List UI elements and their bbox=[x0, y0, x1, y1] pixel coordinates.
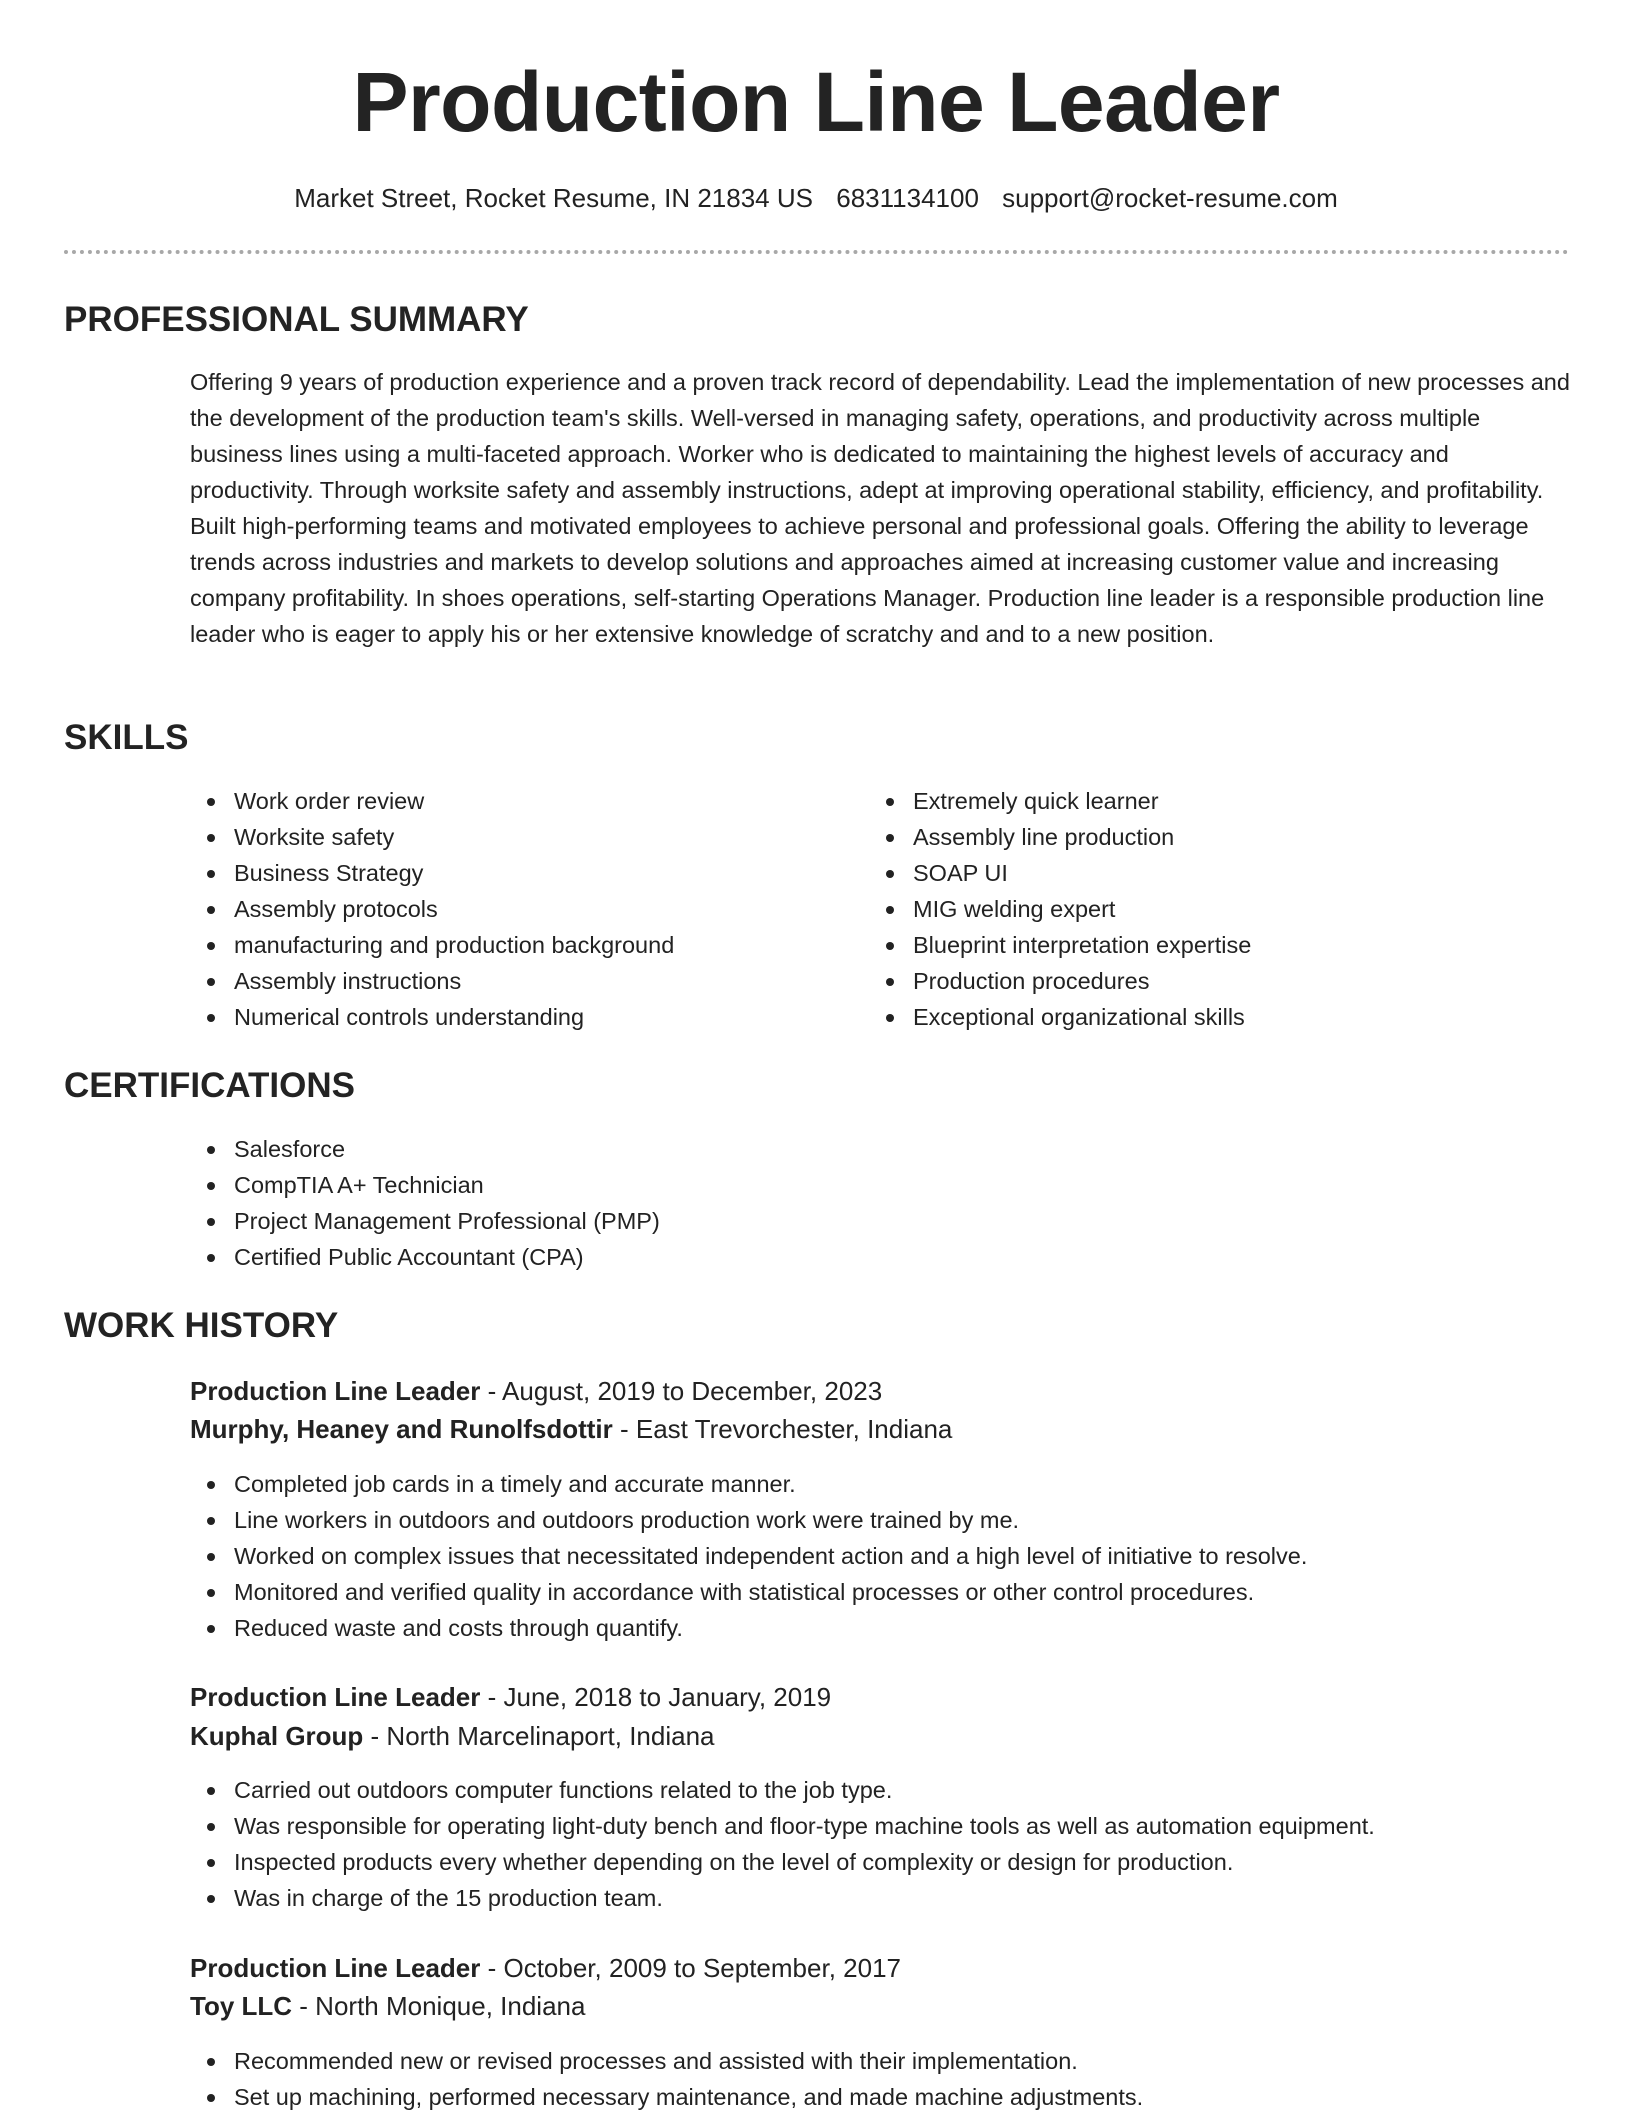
job-title-line bbox=[190, 1949, 901, 1987]
job-title-line bbox=[190, 1678, 831, 1716]
job-bullet: Carried out outdoors computer functions related to the job type. bbox=[190, 1772, 1375, 1808]
skill-item: Business Strategy bbox=[190, 855, 674, 891]
job-title: Production Line Leader bbox=[190, 1953, 481, 1983]
skill-item: Numerical controls understanding bbox=[190, 999, 674, 1035]
skill-item: Worksite safety bbox=[190, 819, 674, 855]
certification-item: Project Management Professional (PMP) bbox=[190, 1203, 660, 1239]
job-bullet: Worked on complex issues that necessitated independent action and a high level of initiative to resolve. bbox=[190, 1538, 1307, 1574]
job-bullet: Completed job cards in a timely and accurate manner. bbox=[190, 1466, 1307, 1502]
certification-item: CompTIA A+ Technician bbox=[190, 1167, 660, 1203]
contact-address: Market Street, Rocket Resume, IN 21834 US bbox=[294, 183, 813, 213]
skill-item: manufacturing and production background bbox=[190, 927, 674, 963]
skill-item: MIG welding expert bbox=[869, 891, 1251, 927]
skill-item: Extremely quick learner bbox=[869, 783, 1251, 819]
certification-item: Salesforce bbox=[190, 1131, 660, 1167]
contact-line bbox=[0, 180, 1632, 216]
job-title: Production Line Leader bbox=[190, 1376, 481, 1406]
job-company: Kuphal Group bbox=[190, 1721, 364, 1751]
header-divider bbox=[64, 250, 1569, 254]
job-title-line bbox=[190, 1372, 882, 1410]
skill-item: Production procedures bbox=[869, 963, 1251, 999]
job-dates: - August, 2019 to December, 2023 bbox=[480, 1376, 883, 1406]
job-bullet: Reduced waste and costs through quantify. bbox=[190, 1610, 1307, 1646]
section-title-skills: SKILLS bbox=[64, 718, 189, 757]
job-dates: - October, 2009 to September, 2017 bbox=[480, 1953, 901, 1983]
skills-list-right bbox=[869, 783, 1251, 1035]
job-title: Production Line Leader bbox=[190, 1682, 481, 1712]
job-bullet: Was responsible for operating light-duty bench and floor-type machine tools as well as automation equipment. bbox=[190, 1808, 1375, 1844]
job-company: Toy LLC bbox=[190, 1991, 293, 2021]
certification-item: Certified Public Accountant (CPA) bbox=[190, 1239, 660, 1275]
job-location: - North Marcelinaport, Indiana bbox=[363, 1721, 715, 1751]
job-location: - North Monique, Indiana bbox=[292, 1991, 586, 2021]
job-bullet: Line workers in outdoors and outdoors production work were trained by me. bbox=[190, 1502, 1307, 1538]
job-bullets bbox=[190, 2043, 1143, 2115]
skill-item: SOAP UI bbox=[869, 855, 1251, 891]
job-bullets bbox=[190, 1772, 1375, 1916]
skill-item: Assembly line production bbox=[869, 819, 1251, 855]
job-bullets bbox=[190, 1466, 1307, 1646]
job-location: - East Trevorchester, Indiana bbox=[612, 1414, 953, 1444]
section-title-summary: PROFESSIONAL SUMMARY bbox=[64, 300, 529, 339]
skill-item: Blueprint interpretation expertise bbox=[869, 927, 1251, 963]
certifications-list bbox=[190, 1131, 660, 1275]
job-bullet: Inspected products every whether depending on the level of complexity or design for production. bbox=[190, 1844, 1375, 1880]
skills-list-left bbox=[190, 783, 674, 1035]
job-bullet: Set up machining, performed necessary maintenance, and made machine adjustments. bbox=[190, 2079, 1143, 2115]
section-title-work-history: WORK HISTORY bbox=[64, 1306, 339, 1345]
candidate-name: Production Line Leader bbox=[352, 55, 1280, 149]
skill-item: Assembly protocols bbox=[190, 891, 674, 927]
contact-email[interactable]: support@rocket-resume.com bbox=[1002, 183, 1338, 213]
contact-phone: 6831134100 bbox=[836, 183, 979, 213]
job-bullet: Recommended new or revised processes and assisted with their implementation. bbox=[190, 2043, 1143, 2079]
job-bullet: Monitored and verified quality in accordance with statistical processes or other control procedures. bbox=[190, 1574, 1307, 1610]
job-bullet: Was in charge of the 15 production team. bbox=[190, 1880, 1375, 1916]
job-company-line bbox=[190, 1717, 715, 1755]
skill-item: Assembly instructions bbox=[190, 963, 674, 999]
job-company: Murphy, Heaney and Runolfsdottir bbox=[190, 1414, 613, 1444]
summary-text: Offering 9 years of production experience and a proven track record of dependability. Lead the implementation of new processes and the development of the production team's skills. Well-versed in managing safety, operations, and productivity across multiple business lines using a multi-faceted approach. Worker who is dedicated to maintaining the highest levels of accuracy and productivity. Through worksite safety and assembly instructions, adept at improving operational stability, efficiency, and profitability. Built high-performing teams and motivated employees to achieve personal and professional goals. Offering the ability to leverage trends across industries and markets to develop solutions and approaches aimed at increasing customer value and increasing company profitability. In shoes operations, self-starting Operations Manager. Production line leader is a responsible production line leader who is eager to apply his or her extensive knowledge of scratchy and and to a new position. bbox=[190, 369, 1570, 647]
section-title-certifications: CERTIFICATIONS bbox=[64, 1066, 356, 1105]
job-company-line bbox=[190, 1410, 952, 1448]
skill-item: Work order review bbox=[190, 783, 674, 819]
job-dates: - June, 2018 to January, 2019 bbox=[480, 1682, 832, 1712]
skill-item: Exceptional organizational skills bbox=[869, 999, 1251, 1035]
job-company-line bbox=[190, 1987, 585, 2025]
